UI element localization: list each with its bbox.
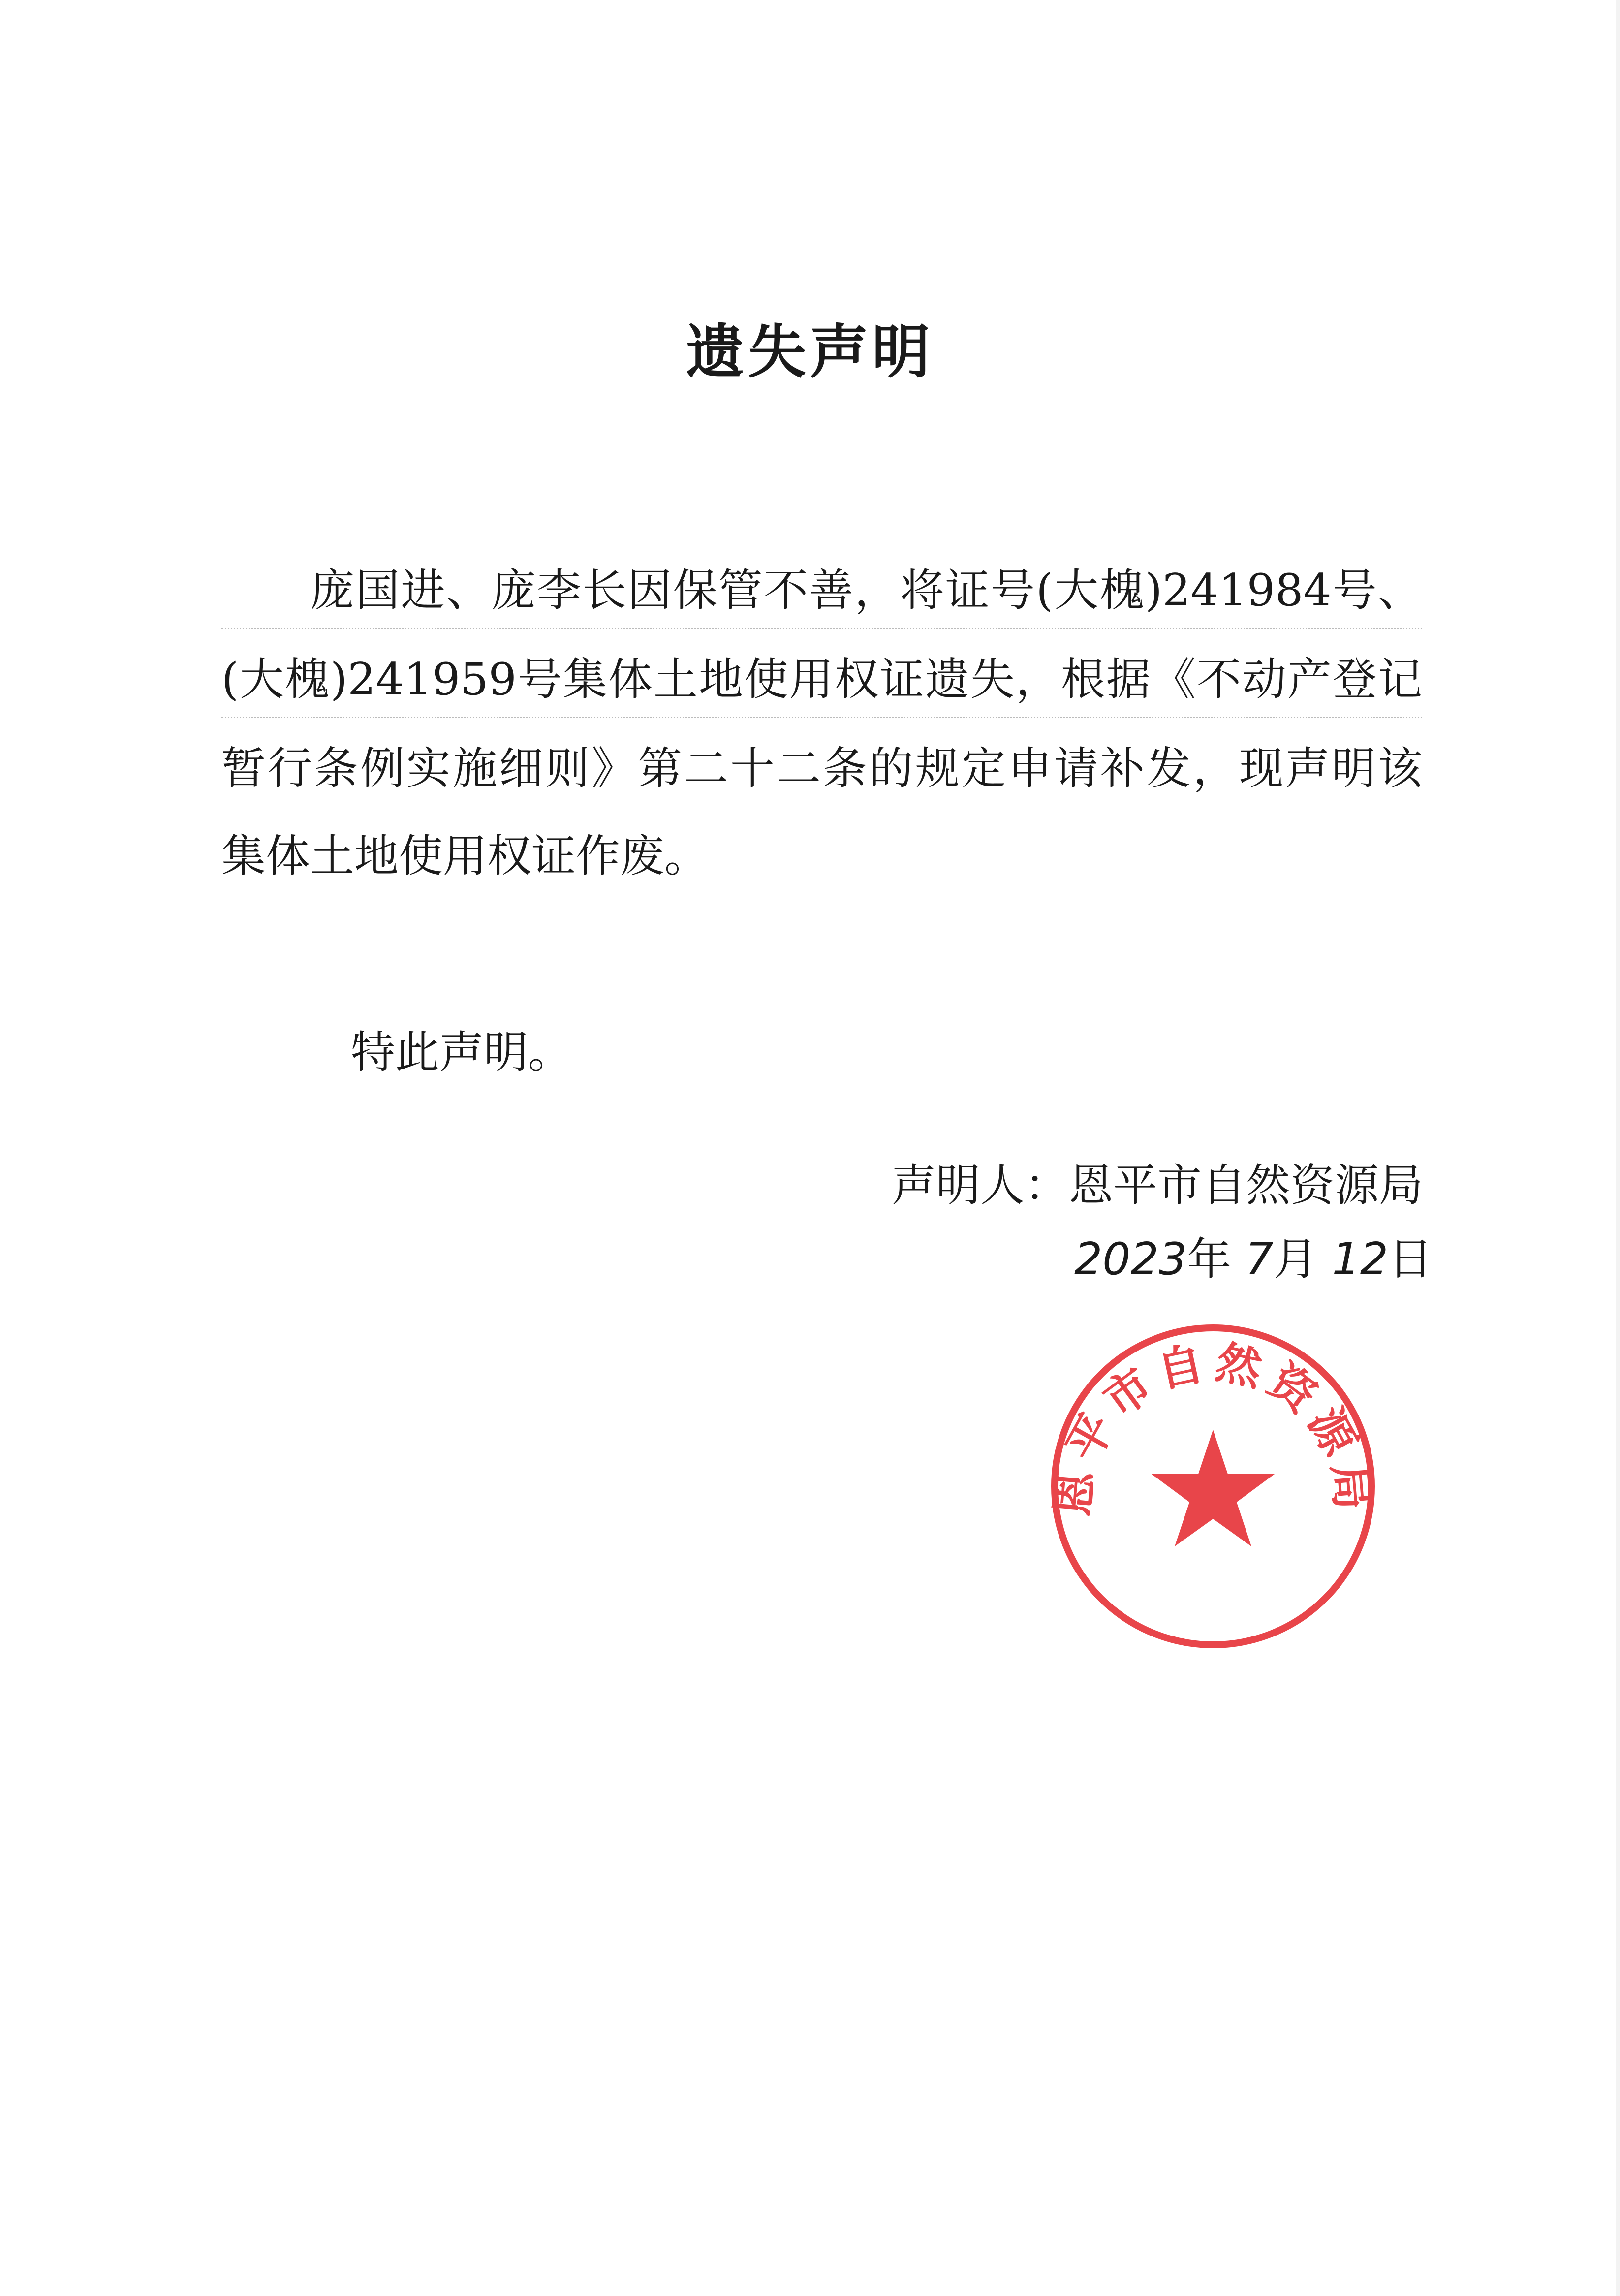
body-line: 集体土地使用权证作废。 (221, 830, 709, 882)
body-line: 暂行条例实施细则》第二十二条的规定申请补发，现声明该 (221, 743, 1422, 794)
official-seal (1046, 1319, 1380, 1654)
date-year-label: 年 (1187, 1233, 1232, 1285)
date-day: 12 (1332, 1233, 1389, 1285)
seal-text: 恩平市自然资源局 (1046, 1335, 1380, 1519)
seal-star-icon (1152, 1430, 1275, 1546)
declarant: 声明人：恩平市自然资源局 (892, 1160, 1423, 1211)
date-day-label: 日 (1388, 1233, 1433, 1285)
date-month-label: 月 (1273, 1233, 1318, 1285)
body-line: (大槐)241959号集体土地使用权证遗失，根据《不动产登记 (221, 643, 1422, 718)
declaration-body (221, 554, 1422, 907)
body-line: 庞国进、庞李长因保管不善，将证号(大槐)241984号、 (221, 554, 1422, 629)
date-year: 2023 (1074, 1233, 1187, 1285)
document-title: 遗失声明 (685, 317, 934, 386)
date-month: 7 (1245, 1233, 1274, 1285)
closing-statement: 特此声明。 (351, 1027, 572, 1078)
declaration-date (1074, 1223, 1433, 1287)
